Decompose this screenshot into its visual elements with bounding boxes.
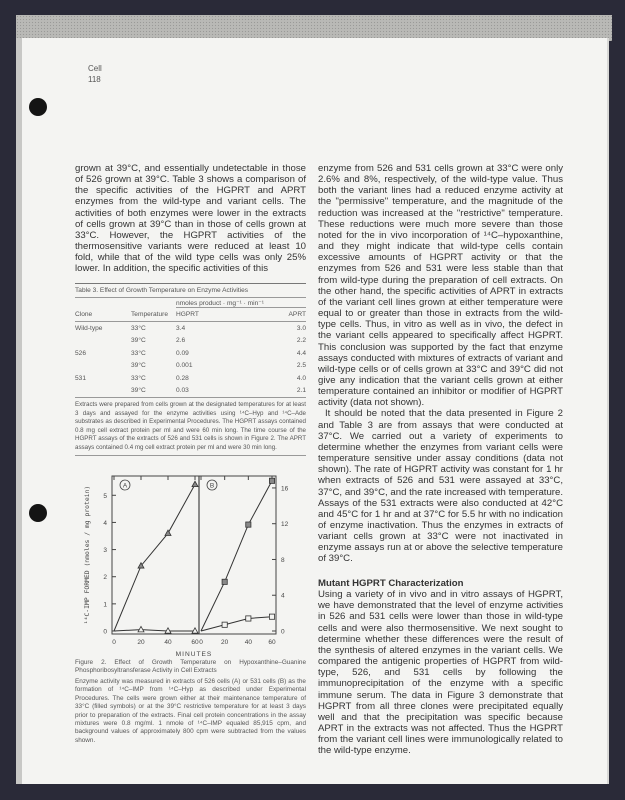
svg-text:0: 0	[199, 639, 203, 647]
table-3	[75, 283, 306, 457]
svg-text:5: 5	[103, 492, 107, 500]
figure-caption	[75, 659, 306, 745]
table-row	[75, 347, 306, 360]
data-point-square-icon	[246, 616, 251, 621]
cell-hgprt: 0.001	[176, 362, 193, 370]
table-footnote: Extracts were prepared from cells grown at the designated temperatures for at least 3 days and assayed for the enzyme activities using ¹⁴C–Hyp and ¹⁴C–Ade substrates as described in Experimental Procedures. The HGPRT assays contained 0.8 mg cell extract protein per ml and were 60 min long. The time course of the HGPRT assays of the extracts of 526 and 531 cells is shown in Figure 2. The APRT assays contained 0.4 mg cell extract protein per ml and were 30 min long.	[75, 397, 306, 456]
svg-text:20: 20	[137, 639, 145, 647]
cell-temperature: 39°C	[131, 387, 146, 395]
data-point-square-icon	[222, 579, 227, 584]
cell-hgprt: 2.6	[176, 337, 186, 345]
svg-text:40: 40	[164, 639, 172, 647]
data-point-square-icon	[222, 622, 227, 627]
col-header-clone: Clone	[75, 311, 93, 319]
cell-aprt: 4.4	[296, 349, 306, 357]
series-line	[201, 617, 272, 631]
data-point-triangle-icon	[165, 530, 171, 535]
cell-hgprt: 0.09	[176, 349, 189, 357]
table-row	[75, 335, 306, 348]
svg-text:4: 4	[281, 592, 285, 600]
table-units-row	[75, 298, 306, 309]
cell-temperature: 33°C	[131, 324, 146, 332]
right-paragraph-1: enzyme from 526 and 531 cells grown at 33°C were only 2.6% and 8%, respectively, of the wild-type value. Thus both the variant lines had a reduced enzyme activity at the "permissive" temperature, and the magnitude of the reduction was increased at the "restrictive" temperature. These reductions were much more severe than those noted for the in vivo incorporation of ¹⁴C–hypoxanthine, and they might indicate that wild-type cells contain excessive amounts of HGPRT activity or that the enzymes from 526 and 531 were less stable than that from wild-type during the preparation of cell extracts. On the other hand, the specific activities of APRT in extracts of the variant cell lines grown at either temperature were equal to or greater than those in extracts from the wild-type cells. Thus, in vitro as well as in vivo, the defect in the variant cells appeared to specifically affect HGPRT. This conclusion was supported by the fact that enzyme assays conducted with mixtures of extracts of variant and wild-type cells or of cells grown at 33°C and 39°C did not give any indication that the variant cells grown at either temperature contained an inhibitor or modifier of HGPRT activity (data not shown).	[318, 163, 563, 409]
svg-text:B: B	[209, 482, 215, 490]
figure-2-svg	[75, 464, 306, 659]
table-row	[75, 385, 306, 398]
page-number: 118	[88, 75, 101, 84]
journal-name: Cell	[88, 64, 102, 73]
table-row	[75, 360, 306, 373]
col-header-hgprt: HGPRT	[176, 311, 199, 319]
cell-temperature: 39°C	[131, 362, 146, 370]
left-paragraph: grown at 39°C, and essentially undetectable in those of 526 grown at 39°C. Table 3 shows a comparison of the specific activities of the HGPRT and APRT enzymes from the wild-type and variant cells. The activities of both enzymes were lower in the extracts of cells grown at 39°C than in those of cells grown at 33°C. However, the HGPRT activities of the thermosensitive variants were reduced at least 10 fold, while that of the wild type cells was only 25% lower. In addition, the specific activities of this	[75, 163, 306, 275]
cell-aprt: 3.0	[296, 324, 306, 332]
cell-clone: Wild-type	[75, 324, 103, 332]
svg-text:20: 20	[221, 639, 229, 647]
right-paragraph-3: Using a variety of in vivo and in vitro assays of HGPRT, we have demonstrated that the level of enzyme activities in 526 and 531 cells were lower than those in wild-type cells and were also thermosensitive. We next sought to determine whether these differences were the result of the synthesis of altered enzymes in the variant cells. We compared the antigenic properties of HGPRT from wild-type, 526, and 531 cells by following the immunoprecipitation of the enzyme with a specific immune serum. The data in Figure 3 demonstrate that HGPRT from all three clones were precipitated equally well and that the precipitation was specific because APRT in the extracts was not affected. Thus the HGPRT from the variant cell lines were immunologically related to the wild-type enzyme.	[318, 589, 563, 757]
figure-legend: Enzyme activity was measured in extracts of 526 cells (A) or 531 cells (B) as the formation of ¹⁴C–IMP from ¹⁴C–Hyp as described under Experimental Procedures. The cells were grown either at their maintenance temperature of 33°C (filled symbols) or at the 39°C restrictive temperature for at least 3 days prior to preparation of the extracts. Final cell protein concentrations in the assay mixtures were 0.8 mg/ml. 1 nmole of ¹⁴C–IMP equaled 85,915 cpm, and background values of approximately 800 cpm were subtracted from the values shown.	[75, 677, 306, 744]
right-paragraph-2: It should be noted that the data presented in Figure 2 and Table 3 are from assays that were conducted at 37°C. We carried out a variety of experiments to determine whether the enzymes from variant cells were temperature sensitive under assay conditions (data not shown). The rate of HGPRT activity was constant for 1 hr when extracts of 526 and 531 were assayed at 33°C, 37°C, and 39°C, and the rate increased with temperature. Assays of the 531 extracts were also conducted at 42°C and 45°C for 1 hr and at 37°C for 5.5 hr with no indication of enzyme inactivation. Thus the enzymes in extracts of variant cells grown at 33°C were not inactivated in enzyme assays run at or above the selective temperature of 39°C.	[318, 408, 563, 565]
cell-temperature: 39°C	[131, 337, 146, 345]
data-point-square-icon	[269, 478, 274, 483]
cell-temperature: 33°C	[131, 374, 146, 382]
y-axis-label: ¹⁴C-IMP FORMED (nmoles / mg protein)	[83, 485, 91, 625]
cell-aprt: 2.1	[296, 387, 306, 395]
cell-temperature: 33°C	[131, 349, 146, 357]
svg-text:4: 4	[103, 519, 107, 527]
svg-text:40: 40	[244, 639, 252, 647]
svg-text:0: 0	[112, 639, 116, 647]
cell-clone: 531	[75, 374, 87, 382]
table-caption: Table 3. Effect of Growth Temperature on Enzyme Activities	[75, 283, 306, 298]
table-row	[75, 322, 306, 335]
figure-title: Figure 2. Effect of Growth Temperature on Hypoxanthine–Guanine Phosphoribosyltransferase Activity in Cell Extracts	[75, 659, 306, 675]
svg-text:60: 60	[268, 639, 276, 647]
series-line	[201, 481, 272, 631]
table-units-header: nmoles product · mg⁻¹ · min⁻¹	[176, 299, 306, 308]
left-column	[75, 163, 306, 745]
running-header	[88, 63, 102, 85]
data-point-square-icon	[246, 522, 251, 527]
cell-aprt: 2.2	[296, 337, 306, 345]
cell-hgprt: 0.28	[176, 374, 189, 382]
series-line	[114, 484, 195, 631]
figure-2-chart	[75, 464, 306, 659]
table-row	[75, 372, 306, 385]
svg-text:60: 60	[191, 639, 199, 647]
cell-aprt: 2.5	[296, 362, 306, 370]
svg-text:0: 0	[103, 628, 107, 636]
data-point-triangle-icon	[192, 481, 198, 486]
x-axis-label: MINUTES	[175, 651, 213, 659]
svg-text:8: 8	[281, 557, 285, 565]
svg-text:3: 3	[103, 547, 107, 555]
svg-text:12: 12	[281, 521, 289, 529]
data-point-square-icon	[269, 614, 274, 619]
svg-text:16: 16	[281, 485, 289, 493]
table-header-row	[75, 309, 306, 323]
plot-frame	[112, 476, 276, 634]
punch-hole-top	[29, 98, 47, 116]
section-heading: Mutant HGPRT Characterization	[318, 577, 464, 589]
cell-hgprt: 0.03	[176, 387, 189, 395]
right-column	[318, 163, 563, 756]
svg-text:A: A	[122, 482, 128, 490]
col-header-aprt: APRT	[288, 311, 306, 319]
series-line	[114, 630, 195, 631]
svg-text:1: 1	[103, 601, 107, 609]
cell-aprt: 4.0	[296, 374, 306, 382]
cell-hgprt: 3.4	[176, 324, 186, 332]
svg-text:0: 0	[281, 628, 285, 636]
svg-text:2: 2	[103, 574, 107, 582]
data-point-triangle-icon	[138, 627, 144, 632]
punch-hole-bottom	[29, 504, 47, 522]
cell-clone: 526	[75, 349, 87, 357]
col-header-temperature: Temperature	[131, 311, 169, 319]
